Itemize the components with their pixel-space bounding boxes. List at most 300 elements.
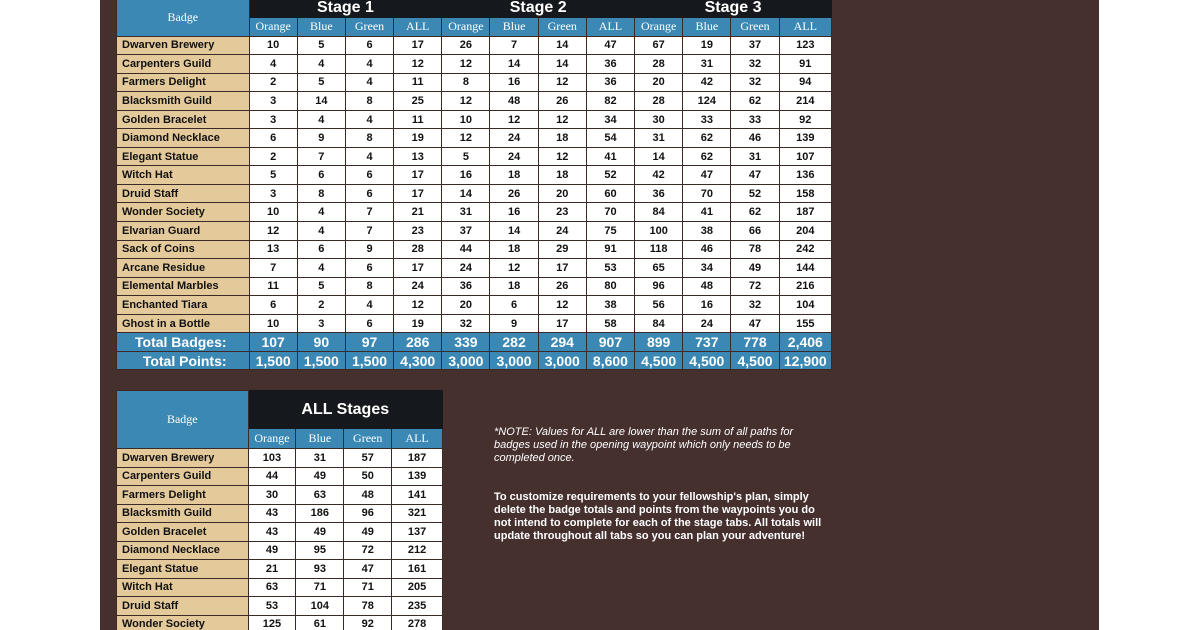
table-row [117,73,832,92]
badge-count: 8 [442,73,490,92]
total-badges-value: 737 [683,333,731,352]
badge-count: 10 [442,110,490,129]
badge-count: 124 [683,92,731,111]
stage-2-col-all: ALL [586,18,634,37]
badge-count: 214 [779,92,831,111]
badge-count: 6 [345,36,393,55]
badge-count: 17 [394,184,442,203]
badge-count: 47 [344,560,392,579]
badge-count: 49 [296,523,344,542]
badge-count: 18 [490,166,538,185]
badge-count: 47 [683,166,731,185]
badge-count: 31 [683,55,731,74]
badge-count: 8 [345,92,393,111]
badge-name: Wonder Society [117,615,249,630]
badge-count: 321 [392,504,443,523]
badge-count: 16 [442,166,490,185]
badge-count: 37 [731,36,779,55]
badge-count: 12 [442,129,490,148]
badge-count: 11 [249,277,297,296]
all-stages-table [116,390,443,630]
badge-count: 14 [297,92,345,111]
badge-count: 6 [345,314,393,333]
badge-count: 6 [490,296,538,315]
badge-count: 235 [392,597,443,616]
table-row [117,166,832,185]
badge-count: 78 [731,240,779,259]
badge-name: Golden Bracelet [117,110,250,129]
table-row [117,296,832,315]
badge-count: 18 [490,240,538,259]
total-points-value: 1,500 [297,351,345,370]
total-points-value: 1,500 [345,351,393,370]
total-badges-value: 339 [442,333,490,352]
badge-name: Wonder Society [117,203,250,222]
badge-count: 23 [394,222,442,241]
badge-count: 103 [248,449,296,468]
badge-count: 36 [442,277,490,296]
badge-count: 20 [538,184,586,203]
badge-count: 75 [586,222,634,241]
badge-count: 6 [345,184,393,203]
badge-count: 23 [538,203,586,222]
badge-count: 4 [345,296,393,315]
badge-count: 62 [731,92,779,111]
badge-count: 18 [538,166,586,185]
note-customize: To customize requirements to your fellowship's plan, simply delete the badge totals and points from the waypoints you do not intend to complete for each of the stage tabs. All totals will update throughout all tabs so you can plan your adventure! [494,491,822,542]
badge-count: 186 [296,504,344,523]
badge-count: 12 [538,110,586,129]
badge-count: 144 [779,259,831,278]
badge-count: 49 [248,541,296,560]
total-points-value: 3,000 [538,351,586,370]
table-row [117,203,832,222]
table-row [117,578,443,597]
stage-3-col-all: ALL [779,18,831,37]
badge-count: 72 [344,541,392,560]
all-col-all: ALL [392,429,443,449]
badge-count: 41 [683,203,731,222]
badge-count: 242 [779,240,831,259]
badge-name: Golden Bracelet [117,523,249,542]
total-points-value: 3,000 [442,351,490,370]
table-row [117,277,832,296]
badge-count: 71 [344,578,392,597]
stage-2-col-blue: Blue [490,18,538,37]
badge-count: 53 [586,259,634,278]
badge-count: 70 [586,203,634,222]
badge-count: 49 [731,259,779,278]
badge-count: 16 [683,296,731,315]
badge-name: Diamond Necklace [117,129,250,148]
stage-3-header: Stage 3 [635,0,832,18]
badge-count: 33 [683,110,731,129]
badge-count: 31 [296,449,344,468]
badge-name: Dwarven Brewery [117,36,250,55]
badge-count: 7 [345,222,393,241]
badge-count: 92 [344,615,392,630]
stage-3-col-orange: Orange [635,18,683,37]
badge-count: 17 [394,36,442,55]
badge-count: 10 [249,314,297,333]
badge-count: 14 [635,147,683,166]
badge-count: 96 [635,277,683,296]
table-row [117,486,443,505]
badge-count: 6 [345,166,393,185]
badge-count: 123 [779,36,831,55]
stage-2-header: Stage 2 [442,0,635,18]
badge-count: 24 [442,259,490,278]
badge-count: 278 [392,615,443,630]
stage-2-col-orange: Orange [442,18,490,37]
badge-count: 137 [392,523,443,542]
badge-count: 36 [586,73,634,92]
badge-count: 24 [490,147,538,166]
badge-count: 28 [394,240,442,259]
badge-count: 4 [345,110,393,129]
badge-count: 12 [249,222,297,241]
badge-count: 139 [779,129,831,148]
badge-count: 10 [249,36,297,55]
stage-2-col-green: Green [538,18,586,37]
badge-count: 71 [296,578,344,597]
badge-count: 7 [490,36,538,55]
badge-count: 8 [297,184,345,203]
badge-count: 12 [538,147,586,166]
badge-count: 8 [345,277,393,296]
badge-name: Witch Hat [117,578,249,597]
badge-count: 3 [249,92,297,111]
badge-count: 9 [345,240,393,259]
badge-count: 4 [297,110,345,129]
badge-name: Sack of Coins [117,240,250,259]
badge-count: 5 [442,147,490,166]
badge-count: 2 [297,296,345,315]
table-row [117,184,832,203]
badge-count: 20 [635,73,683,92]
badge-count: 26 [490,184,538,203]
badge-name: Farmers Delight [117,73,250,92]
badge-count: 28 [635,92,683,111]
badge-count: 96 [344,504,392,523]
total-badges-value: 294 [538,333,586,352]
badge-count: 31 [635,129,683,148]
badge-count: 212 [392,541,443,560]
badge-count: 12 [394,296,442,315]
badge-count: 26 [442,36,490,55]
badge-count: 5 [297,36,345,55]
table-row [117,36,832,55]
total-badges-value: 97 [345,333,393,352]
total-badges-value: 90 [297,333,345,352]
badge-count: 62 [731,203,779,222]
badge-name: Witch Hat [117,166,250,185]
all-col-blue: Blue [296,429,344,449]
badge-count: 25 [394,92,442,111]
badge-count: 48 [344,486,392,505]
badge-name: Arcane Residue [117,259,250,278]
badge-count: 48 [490,92,538,111]
badge-count: 4 [297,259,345,278]
badge-count: 19 [394,129,442,148]
badge-count: 24 [394,277,442,296]
badge-count: 58 [586,314,634,333]
badge-count: 36 [635,184,683,203]
badge-count: 6 [297,166,345,185]
note-all-values: *NOTE: Values for ALL are lower than the sum of all paths for badges used in the opening waypoint which only needs to be completed once. [494,426,794,464]
badge-count: 18 [538,129,586,148]
badge-count: 32 [731,55,779,74]
badge-count: 6 [249,129,297,148]
badge-count: 6 [345,259,393,278]
badge-count: 32 [731,296,779,315]
badge-count: 65 [635,259,683,278]
badge-count: 6 [297,240,345,259]
table-row [117,597,443,616]
badge-column-header: Badge [117,0,250,36]
table-row [117,240,832,259]
badge-count: 14 [442,184,490,203]
table-row [117,92,832,111]
badge-count: 67 [635,36,683,55]
total-badges-value: 2,406 [779,333,831,352]
total-points-value: 1,500 [249,351,297,370]
badge-count: 100 [635,222,683,241]
badge-name: Ghost in a Bottle [117,314,250,333]
badge-count: 4 [297,222,345,241]
badge-count: 5 [297,277,345,296]
badge-count: 52 [731,184,779,203]
badge-count: 16 [490,73,538,92]
badge-name: Blacksmith Guild [117,92,250,111]
badge-count: 2 [249,73,297,92]
total-points-value: 3,000 [490,351,538,370]
badge-count: 16 [490,203,538,222]
badge-name: Carpenters Guild [117,55,250,74]
badge-count: 43 [248,523,296,542]
badge-count: 84 [635,203,683,222]
badge-count: 31 [731,147,779,166]
badge-name: Druid Staff [117,184,250,203]
badge-name: Elegant Statue [117,147,250,166]
badge-count: 7 [345,203,393,222]
badge-count: 60 [586,184,634,203]
badge-count: 21 [394,203,442,222]
badge-count: 19 [394,314,442,333]
badge-count: 12 [490,110,538,129]
badge-count: 5 [297,73,345,92]
badge-count: 70 [683,184,731,203]
badge-count: 5 [249,166,297,185]
badge-count: 57 [344,449,392,468]
badge-count: 7 [249,259,297,278]
badge-count: 125 [248,615,296,630]
badge-count: 14 [538,36,586,55]
badge-count: 78 [344,597,392,616]
badge-count: 47 [731,166,779,185]
badge-count: 3 [297,314,345,333]
badge-count: 12 [490,259,538,278]
total-points-value: 12,900 [779,351,831,370]
badge-count: 94 [779,73,831,92]
badge-count: 38 [683,222,731,241]
stage-1-col-orange: Orange [249,18,297,37]
badge-count: 54 [586,129,634,148]
badge-count: 37 [442,222,490,241]
badge-count: 12 [538,296,586,315]
badge-count: 17 [538,259,586,278]
table-row [117,615,443,630]
total-points-value: 4,500 [683,351,731,370]
badge-count: 33 [731,110,779,129]
total-points-row [117,351,832,370]
badge-count: 46 [683,240,731,259]
stage-1-col-blue: Blue [297,18,345,37]
badge-count: 4 [297,203,345,222]
badge-count: 42 [635,166,683,185]
badge-count: 161 [392,560,443,579]
badge-count: 63 [248,578,296,597]
stage-1-header: Stage 1 [249,0,442,18]
badge-count: 107 [779,147,831,166]
badge-count: 104 [779,296,831,315]
badge-count: 41 [586,147,634,166]
badge-count: 42 [683,73,731,92]
badge-count: 216 [779,277,831,296]
badge-count: 30 [635,110,683,129]
badge-name: Elvarian Guard [117,222,250,241]
badge-count: 17 [394,259,442,278]
table-row [117,314,832,333]
badge-count: 26 [538,277,586,296]
total-points-value: 4,300 [394,351,442,370]
badge-count: 20 [442,296,490,315]
badge-count: 7 [297,147,345,166]
badge-count: 62 [683,147,731,166]
table-row [117,523,443,542]
badge-count: 8 [345,129,393,148]
badge-count: 47 [731,314,779,333]
badge-count: 34 [683,259,731,278]
badge-count: 12 [394,55,442,74]
all-stages-header: ALL Stages [248,391,442,429]
badge-count: 62 [683,129,731,148]
table-row [117,467,443,486]
badge-count: 38 [586,296,634,315]
stage-1-col-all: ALL [394,18,442,37]
badge-count: 34 [586,110,634,129]
badge-count: 14 [538,55,586,74]
badge-name: Blacksmith Guild [117,504,249,523]
badge-count: 29 [538,240,586,259]
badge-count: 46 [731,129,779,148]
badge-count: 95 [296,541,344,560]
table-row [117,504,443,523]
table-row [117,449,443,468]
badge-count: 48 [683,277,731,296]
badge-count: 53 [248,597,296,616]
badge-count: 63 [296,486,344,505]
badge-name: Farmers Delight [117,486,249,505]
badge-count: 14 [490,222,538,241]
badge-count: 4 [345,55,393,74]
badge-count: 14 [490,55,538,74]
badge-count: 47 [586,36,634,55]
badge-count: 17 [394,166,442,185]
badge-count: 3 [249,110,297,129]
badge-count: 93 [296,560,344,579]
table-row [117,560,443,579]
table-row [117,110,832,129]
badge-count: 136 [779,166,831,185]
badge-name: Elemental Marbles [117,277,250,296]
total-points-label: Total Points: [117,351,250,370]
badge-name: Enchanted Tiara [117,296,250,315]
badge-count: 4 [249,55,297,74]
badge-count: 9 [297,129,345,148]
total-badges-value: 778 [731,333,779,352]
all-badge-column-header: Badge [117,391,249,449]
badge-count: 205 [392,578,443,597]
badge-count: 24 [683,314,731,333]
badge-count: 26 [538,92,586,111]
badge-count: 49 [296,467,344,486]
badge-count: 155 [779,314,831,333]
stage-badge-table [116,0,832,370]
badge-count: 6 [249,296,297,315]
badge-count: 28 [635,55,683,74]
badge-count: 92 [779,110,831,129]
total-badges-value: 282 [490,333,538,352]
badge-count: 12 [538,73,586,92]
total-badges-row [117,333,832,352]
badge-count: 3 [249,184,297,203]
badge-count: 32 [731,73,779,92]
badge-count: 4 [297,55,345,74]
badge-count: 12 [442,92,490,111]
all-col-green: Green [344,429,392,449]
badge-count: 44 [442,240,490,259]
badge-count: 30 [248,486,296,505]
total-points-value: 4,500 [731,351,779,370]
badge-count: 44 [248,467,296,486]
badge-count: 4 [345,73,393,92]
badge-count: 118 [635,240,683,259]
badge-count: 17 [538,314,586,333]
total-badges-value: 107 [249,333,297,352]
table-row [117,147,832,166]
stage-3-col-blue: Blue [683,18,731,37]
table-row [117,55,832,74]
badge-count: 11 [394,73,442,92]
badge-count: 50 [344,467,392,486]
badge-count: 11 [394,110,442,129]
badge-count: 104 [296,597,344,616]
badge-count: 66 [731,222,779,241]
table-row [117,541,443,560]
badge-count: 49 [344,523,392,542]
badge-count: 21 [248,560,296,579]
badge-count: 204 [779,222,831,241]
badge-count: 36 [586,55,634,74]
total-badges-label: Total Badges: [117,333,250,352]
badge-name: Carpenters Guild [117,467,249,486]
total-badges-value: 907 [586,333,634,352]
stage-1-col-green: Green [345,18,393,37]
badge-count: 31 [442,203,490,222]
badge-count: 139 [392,467,443,486]
badge-count: 18 [490,277,538,296]
